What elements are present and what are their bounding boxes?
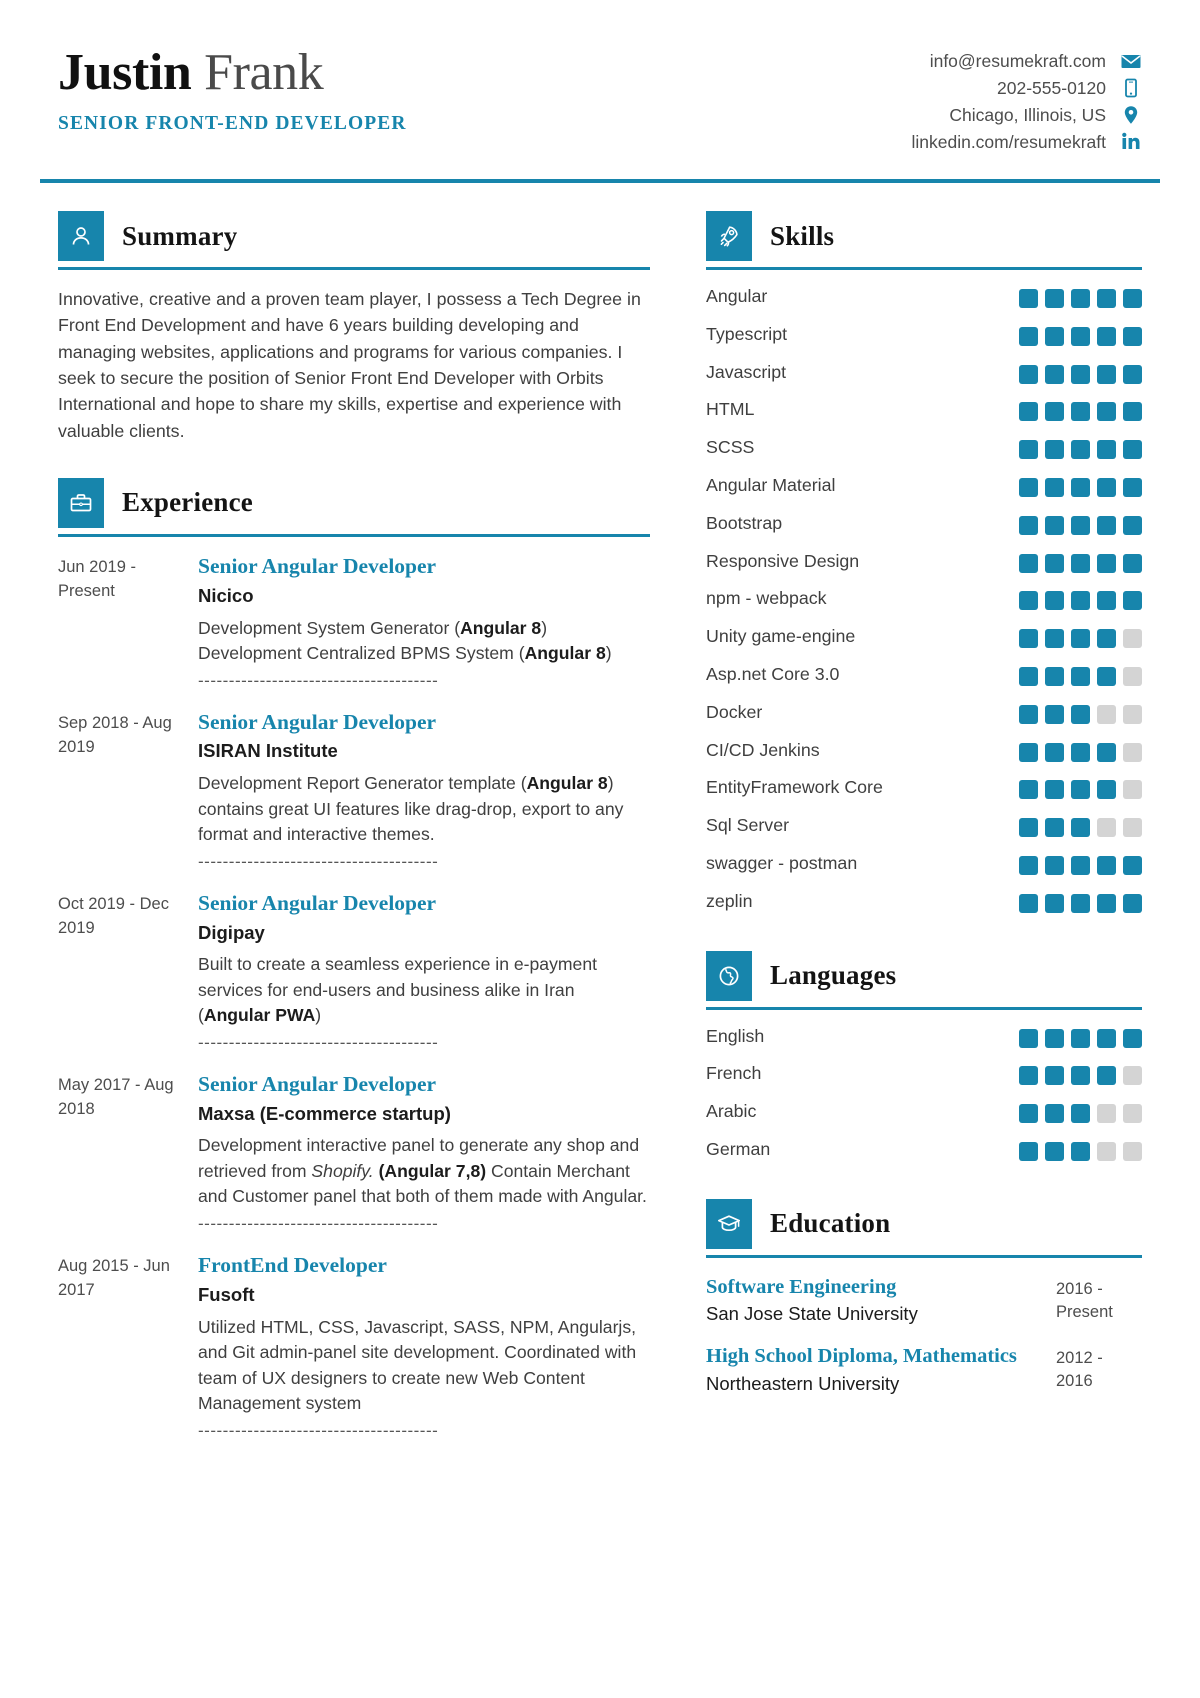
job-title: SENIOR FRONT-END DEVELOPER <box>58 112 407 134</box>
skill-item <box>706 624 1142 650</box>
experience-dates: May 2017 - Aug 2018 <box>58 1075 174 1118</box>
experience-role: Senior Angular Developer <box>198 890 437 915</box>
rating-square <box>1097 629 1116 648</box>
summary-section <box>58 211 650 444</box>
rating-square <box>1097 516 1116 535</box>
rating-square <box>1097 818 1116 837</box>
graduation-cap-icon <box>706 1199 752 1249</box>
rating-square <box>1123 327 1142 346</box>
experience-body <box>186 709 650 890</box>
skill-item-rating <box>1019 889 1142 913</box>
skill-item-rating <box>1019 624 1142 648</box>
skill-item-label: Asp.net Core 3.0 <box>706 663 840 684</box>
rating-square <box>1071 289 1090 308</box>
rating-square <box>1019 705 1038 724</box>
resume-header <box>40 0 1160 153</box>
skills-heading <box>706 211 1142 261</box>
rating-square <box>1071 402 1090 421</box>
rating-square <box>1123 856 1142 875</box>
rating-square <box>1123 591 1142 610</box>
language-item-label: French <box>706 1063 762 1084</box>
rating-square <box>1019 667 1038 686</box>
linkedin-text: linkedin.com/resumekraft <box>911 131 1106 152</box>
summary-underline <box>58 267 650 270</box>
skill-item <box>706 511 1142 537</box>
rating-square <box>1123 1066 1142 1085</box>
rating-square <box>1123 629 1142 648</box>
rating-square <box>1045 1066 1064 1085</box>
experience-item <box>58 709 650 890</box>
rating-square <box>1019 440 1038 459</box>
skill-item-rating <box>1019 322 1142 346</box>
rating-square <box>1019 1029 1038 1048</box>
language-item-rating <box>1019 1099 1142 1123</box>
skill-item-label: npm - webpack <box>706 588 827 609</box>
rating-square <box>1019 591 1038 610</box>
experience-description: Utilized HTML, CSS, Javascript, SASS, NPM, Angularjs, and Git admin-panel site development. Coordinated with team of UX designers to create new Web Content Management system <box>198 1316 637 1414</box>
phone-text: 202-555-0120 <box>997 77 1106 98</box>
experience-item <box>58 1252 650 1459</box>
experience-description: Development System Generator (Angular 8) Development Centralized BPMS System (Angular 8) <box>198 617 612 664</box>
summary-title: Summary <box>122 220 238 251</box>
experience-title: Experience <box>122 487 253 518</box>
rating-square <box>1019 818 1038 837</box>
experience-dates: Oct 2019 - Dec 2019 <box>58 894 169 937</box>
language-item-label: Arabic <box>706 1101 757 1122</box>
contact-item-phone <box>911 77 1142 99</box>
rating-square <box>1071 440 1090 459</box>
education-list <box>706 1274 1142 1397</box>
rating-square <box>1097 402 1116 421</box>
experience-body <box>186 1252 650 1459</box>
rating-square <box>1097 289 1116 308</box>
language-item-label: German <box>706 1138 771 1159</box>
rating-square <box>1097 440 1116 459</box>
skill-item-rating <box>1019 473 1142 497</box>
rating-square <box>1071 478 1090 497</box>
experience-separator: --------------------------------------- <box>198 1032 439 1052</box>
spacer <box>706 927 1142 951</box>
rating-square <box>1071 856 1090 875</box>
skill-item-label: Responsive Design <box>706 550 860 571</box>
languages-section <box>706 951 1142 1163</box>
rating-square <box>1123 818 1142 837</box>
rating-square <box>1019 743 1038 762</box>
rating-square <box>1071 780 1090 799</box>
rating-square <box>1071 554 1090 573</box>
skills-underline <box>706 267 1142 270</box>
education-section <box>706 1199 1142 1397</box>
rating-square <box>1045 818 1064 837</box>
education-degree: High School Diploma, Mathematics <box>706 1345 1017 1368</box>
language-item <box>706 1099 1142 1125</box>
rating-square <box>1097 365 1116 384</box>
rating-square <box>1019 856 1038 875</box>
education-underline <box>706 1255 1142 1258</box>
rating-square <box>1019 554 1038 573</box>
languages-title: Languages <box>770 960 897 991</box>
skill-item <box>706 473 1142 499</box>
rating-square <box>1097 1104 1116 1123</box>
rating-square <box>1071 516 1090 535</box>
mobile-phone-icon <box>1120 77 1142 99</box>
rating-square <box>1019 894 1038 913</box>
experience-body <box>186 553 650 709</box>
experience-role: FrontEnd Developer <box>198 1252 387 1277</box>
languages-underline <box>706 1007 1142 1010</box>
experience-heading <box>58 478 650 528</box>
education-main <box>706 1274 1044 1328</box>
rating-square <box>1045 705 1064 724</box>
rating-square <box>1019 629 1038 648</box>
rating-square <box>1045 478 1064 497</box>
education-school: Northeastern University <box>706 1372 900 1394</box>
skill-item <box>706 586 1142 612</box>
identity-block <box>58 38 407 135</box>
rating-square <box>1123 440 1142 459</box>
experience-role: Senior Angular Developer <box>198 709 437 734</box>
experience-separator: --------------------------------------- <box>198 1213 439 1233</box>
experience-separator: --------------------------------------- <box>198 1420 439 1440</box>
skill-item-label: Sql Server <box>706 815 790 836</box>
briefcase-icon <box>58 478 104 528</box>
summary-heading <box>58 211 650 261</box>
education-school: San Jose State University <box>706 1303 918 1325</box>
skill-item-label: Javascript <box>706 361 787 382</box>
rating-square <box>1071 894 1090 913</box>
rating-square <box>1071 667 1090 686</box>
skill-item-rating <box>1019 284 1142 308</box>
rating-square <box>1045 554 1064 573</box>
skill-item <box>706 700 1142 726</box>
skill-item <box>706 549 1142 575</box>
skills-list <box>706 284 1142 915</box>
globe-icon <box>706 951 752 1001</box>
right-column <box>668 211 1160 1463</box>
education-years: 2012 - 2016 <box>1056 1349 1103 1391</box>
contact-list <box>911 38 1142 153</box>
rating-square <box>1071 1066 1090 1085</box>
experience-dates: Sep 2018 - Aug 2019 <box>58 713 172 756</box>
experience-item <box>58 553 650 709</box>
rating-square <box>1097 1142 1116 1161</box>
skill-item-label: Angular <box>706 286 768 306</box>
experience-role: Senior Angular Developer <box>198 553 437 578</box>
skill-item-label: Angular Material <box>706 474 836 495</box>
experience-separator: --------------------------------------- <box>198 670 439 690</box>
resume-body <box>40 183 1160 1463</box>
rating-square <box>1097 478 1116 497</box>
rating-square <box>1045 440 1064 459</box>
rating-square <box>1097 1029 1116 1048</box>
rating-square <box>1045 743 1064 762</box>
skill-item-label: Docker <box>706 701 763 722</box>
rating-square <box>1045 1029 1064 1048</box>
rating-square <box>1045 1104 1064 1123</box>
rocket-icon <box>706 211 752 261</box>
rating-square <box>1123 554 1142 573</box>
rating-square <box>1071 327 1090 346</box>
education-item <box>706 1343 1142 1397</box>
rating-square <box>1097 667 1116 686</box>
rating-square <box>1019 478 1038 497</box>
rating-square <box>1071 1029 1090 1048</box>
experience-section <box>58 478 650 1459</box>
skill-item-rating <box>1019 511 1142 535</box>
language-item <box>706 1137 1142 1163</box>
linkedin-icon[interactable] <box>1120 131 1142 153</box>
rating-square <box>1123 478 1142 497</box>
rating-square <box>1071 705 1090 724</box>
rating-square <box>1071 365 1090 384</box>
languages-heading <box>706 951 1142 1001</box>
experience-company: Nicico <box>198 584 254 606</box>
rating-square <box>1019 1104 1038 1123</box>
rating-square <box>1045 516 1064 535</box>
skill-item-rating <box>1019 662 1142 686</box>
experience-underline <box>58 534 650 537</box>
skill-item-rating <box>1019 397 1142 421</box>
skill-item-rating <box>1019 549 1142 573</box>
rating-square <box>1097 554 1116 573</box>
experience-description: Built to create a seamless experience in e-payment services for end-users and business alike in Iran (Angular PWA) <box>198 954 597 1026</box>
experience-description: Development interactive panel to generate any shop and retrieved from Shopify. (Angular 7,8) Contain Merchant and Customer panel that both of them made with Angular. <box>198 1135 647 1207</box>
rating-square <box>1045 365 1064 384</box>
rating-square <box>1097 743 1116 762</box>
experience-company: Fusoft <box>198 1283 255 1305</box>
rating-square <box>1045 667 1064 686</box>
skill-item-label: SCSS <box>706 437 755 458</box>
rating-square <box>1019 780 1038 799</box>
language-item-label: English <box>706 1025 765 1046</box>
skills-section <box>706 211 1142 915</box>
skill-item-label: Unity game-engine <box>706 626 856 647</box>
envelope-icon <box>1120 50 1142 72</box>
skill-item <box>706 851 1142 877</box>
experience-body <box>186 1071 650 1252</box>
skill-item <box>706 889 1142 915</box>
rating-square <box>1045 894 1064 913</box>
rating-square <box>1071 1142 1090 1161</box>
skill-item-label: swagger - postman <box>706 852 858 873</box>
rating-square <box>1019 289 1038 308</box>
rating-square <box>1097 894 1116 913</box>
experience-dates: Jun 2019 - Present <box>58 557 136 600</box>
skill-item-rating <box>1019 813 1142 837</box>
language-item-rating <box>1019 1061 1142 1085</box>
skill-item-rating <box>1019 435 1142 459</box>
skills-title: Skills <box>770 220 835 251</box>
skill-item <box>706 813 1142 839</box>
experience-separator: --------------------------------------- <box>198 851 439 871</box>
rating-square <box>1045 591 1064 610</box>
first-name: Justin <box>58 44 192 101</box>
person-icon <box>58 211 104 261</box>
language-item-rating <box>1019 1137 1142 1161</box>
rating-square <box>1019 516 1038 535</box>
rating-square <box>1019 1066 1038 1085</box>
rating-square <box>1097 780 1116 799</box>
rating-square <box>1045 289 1064 308</box>
education-degree: Software Engineering <box>706 1275 897 1298</box>
rating-square <box>1071 1104 1090 1123</box>
rating-square <box>1123 894 1142 913</box>
skill-item-label: zeplin <box>706 890 753 911</box>
skill-item-rating <box>1019 360 1142 384</box>
rating-square <box>1123 516 1142 535</box>
contact-item-linkedin[interactable] <box>911 131 1142 153</box>
full-name <box>58 46 407 101</box>
rating-square <box>1097 705 1116 724</box>
rating-square <box>1071 591 1090 610</box>
education-years: 2016 - Present <box>1056 1279 1113 1321</box>
experience-company: ISIRAN Institute <box>198 740 338 762</box>
location-pin-icon <box>1120 104 1142 126</box>
skill-item <box>706 662 1142 688</box>
location-text: Chicago, Illinois, US <box>949 104 1106 125</box>
email-text: info@resumekraft.com <box>929 50 1106 71</box>
rating-square <box>1097 591 1116 610</box>
rating-square <box>1019 365 1038 384</box>
summary-text: Innovative, creative and a proven team player, I possess a Tech Degree in Front End Development and have 6 years building developing and managing websites, applications and programs for various companies. I seek to secure the position of Senior Front End Developer with Orbits International and hope to share my skills, expertise and experience with valuable clients. <box>58 289 641 441</box>
skill-item <box>706 322 1142 348</box>
rating-square <box>1019 327 1038 346</box>
skill-item <box>706 738 1142 764</box>
skill-item-rating <box>1019 700 1142 724</box>
languages-list <box>706 1024 1142 1163</box>
last-name: Frank <box>204 44 324 101</box>
rating-square <box>1123 1142 1142 1161</box>
skill-item <box>706 284 1142 310</box>
contact-item-email <box>911 50 1142 72</box>
rating-square <box>1097 1066 1116 1085</box>
education-item <box>706 1274 1142 1328</box>
skill-item-label: Typescript <box>706 323 788 344</box>
language-item-rating <box>1019 1024 1142 1048</box>
language-item <box>706 1061 1142 1087</box>
experience-role: Senior Angular Developer <box>198 1071 437 1096</box>
skill-item-label: Bootstrap <box>706 512 783 533</box>
rating-square <box>1123 780 1142 799</box>
rating-square <box>1071 629 1090 648</box>
language-item <box>706 1024 1142 1050</box>
experience-item <box>58 1071 650 1252</box>
rating-square <box>1071 743 1090 762</box>
rating-square <box>1123 1029 1142 1048</box>
education-main <box>706 1343 1044 1397</box>
spacer <box>706 1175 1142 1199</box>
rating-square <box>1045 327 1064 346</box>
experience-dates: Aug 2015 - Jun 2017 <box>58 1256 170 1299</box>
skill-item-rating <box>1019 738 1142 762</box>
rating-square <box>1045 780 1064 799</box>
rating-square <box>1019 402 1038 421</box>
contact-item-location <box>911 104 1142 126</box>
skill-item-label: EntityFramework Core <box>706 777 883 798</box>
rating-square <box>1045 856 1064 875</box>
education-title: Education <box>770 1208 891 1239</box>
education-heading <box>706 1199 1142 1249</box>
rating-square <box>1045 1142 1064 1161</box>
experience-company: Digipay <box>198 921 265 943</box>
skill-item <box>706 397 1142 423</box>
skill-item <box>706 435 1142 461</box>
skill-item <box>706 360 1142 386</box>
experience-item <box>58 890 650 1071</box>
skill-item-rating <box>1019 586 1142 610</box>
rating-square <box>1071 818 1090 837</box>
rating-square <box>1097 327 1116 346</box>
experience-body <box>186 890 650 1071</box>
skill-item-rating <box>1019 851 1142 875</box>
skill-item-label: CI/CD Jenkins <box>706 739 820 760</box>
rating-square <box>1123 705 1142 724</box>
rating-square <box>1123 365 1142 384</box>
rating-square <box>1019 1142 1038 1161</box>
experience-list <box>58 553 650 1459</box>
skill-item-label: HTML <box>706 399 755 420</box>
rating-square <box>1123 667 1142 686</box>
experience-company: Maxsa (E-commerce startup) <box>198 1102 451 1124</box>
left-column <box>40 211 668 1463</box>
rating-square <box>1123 1104 1142 1123</box>
rating-square <box>1045 402 1064 421</box>
rating-square <box>1097 856 1116 875</box>
skill-item <box>706 775 1142 801</box>
experience-description: Development Report Generator template (Angular 8) contains great UI features like drag-drop, export to any format and interactive themes. <box>198 773 624 845</box>
rating-square <box>1045 629 1064 648</box>
rating-square <box>1123 743 1142 762</box>
skill-item-rating <box>1019 775 1142 799</box>
rating-square <box>1123 289 1142 308</box>
rating-square <box>1123 402 1142 421</box>
